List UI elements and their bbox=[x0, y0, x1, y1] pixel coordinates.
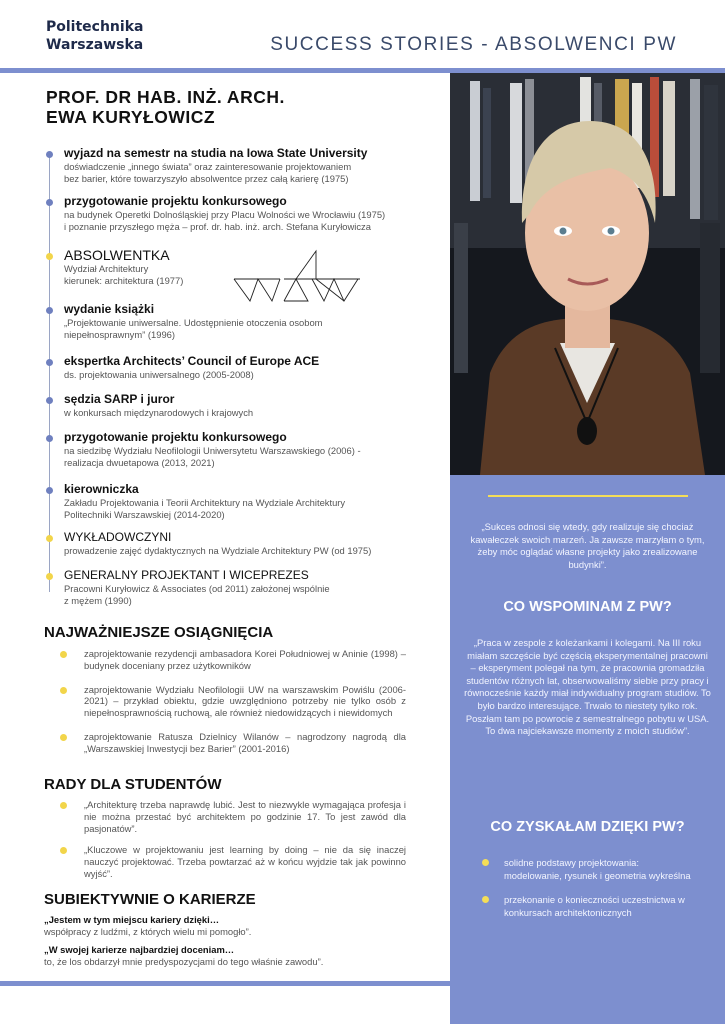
list-item: przekonanie o konieczności uczestnictwa w konkursach architektonicznych bbox=[482, 894, 692, 919]
timeline-item-title: wyjazd na semestr na studia na Iowa State University bbox=[64, 146, 368, 160]
name-title: PROF. DR HAB. INŻ. ARCH. bbox=[46, 87, 285, 107]
bullet-dot bbox=[482, 859, 489, 866]
timeline-item-desc: „Projektowanie uniwersalne. Udostępnienie otoczenia osobom niepełnosprawnym” (1996) bbox=[64, 317, 323, 340]
timeline-item bbox=[46, 430, 446, 469]
timeline-item-desc: Wydział Architektury kierunek: architektura (1977) bbox=[64, 263, 184, 286]
bullet-dot bbox=[60, 687, 67, 694]
bullet-dot bbox=[60, 847, 67, 854]
university-logo[interactable] bbox=[46, 18, 143, 54]
list-item: zaprojektowanie rezydencji ambasadora Korei Południowej w Aninie (1998) – budynek doceniany przez użytkowników bbox=[60, 648, 406, 672]
page-header bbox=[0, 0, 725, 70]
timeline-item bbox=[46, 392, 446, 419]
bullet-dot bbox=[60, 734, 67, 741]
timeline-dot bbox=[46, 397, 53, 404]
timeline-dot bbox=[46, 359, 53, 366]
timeline-dot-highlight bbox=[46, 573, 53, 580]
timeline-dot-highlight bbox=[46, 253, 53, 260]
timeline-item-title: ekspertka Architects’ Council of Europe ACE bbox=[64, 354, 320, 368]
career-subjective-heading: SUBIEKTYWNIE O KARIERZE bbox=[44, 891, 256, 908]
timeline-item-title: przygotowanie projektu konkursowego bbox=[64, 430, 287, 444]
remember-heading: CO WSPOMINAM Z PW? bbox=[503, 599, 672, 615]
timeline-item-desc: na budynek Operetki Dolnośląskiej przy Placu Wolności we Wrocławiu (1975) i poznanie przyszłego męża – prof. dr. hab. inż. arch. Stefana Kuryłowicza bbox=[64, 209, 386, 232]
architecture-sketch-icon bbox=[232, 249, 362, 305]
person-name bbox=[46, 87, 285, 127]
page-title: SUCCESS STORIES - ABSOLWENCI PW bbox=[270, 34, 677, 55]
yellow-divider bbox=[488, 495, 688, 497]
portrait-photo bbox=[450, 73, 725, 475]
timeline-dot-highlight bbox=[46, 535, 53, 542]
bullet-dot bbox=[60, 802, 67, 809]
timeline-item-desc: w konkursach międzynarodowych i krajowych bbox=[64, 407, 254, 418]
timeline-item-general-designer bbox=[46, 568, 446, 607]
advice-list bbox=[60, 799, 406, 880]
gained-heading: CO ZYSKAŁAM DZIĘKI PW? bbox=[490, 819, 685, 835]
question-2: „W swojej karierze najbardziej doceniam… bbox=[44, 944, 235, 955]
timeline-item-desc: Pracowni Kuryłowicz & Associates (od 2011) założonej wspólnie z mężem (1990) bbox=[64, 583, 330, 606]
list-item: „Architekturę trzeba naprawdę lubić. Jest to niezwykle wymagająca profesja i nie można przestać być architektem po godzinie 17. To jest zawód dla pasjonatów”. bbox=[60, 799, 406, 834]
timeline-item-title: ABSOLWENTKA bbox=[64, 247, 170, 263]
gained-list bbox=[482, 857, 692, 931]
timeline-item bbox=[46, 146, 446, 185]
list-item: „Kluczowe w projektowaniu jest learning by doing – nie da się inaczej nauczyć projektować. Trzeba powtarzać aż w końcu wyjdzie tak jak powinno wyjść”. bbox=[60, 844, 406, 879]
logo-line-1: Politechnika bbox=[46, 19, 144, 35]
timeline-item-title: kierowniczka bbox=[64, 482, 139, 496]
timeline-item bbox=[46, 354, 446, 381]
timeline-dot bbox=[46, 151, 53, 158]
timeline-item-title: GENERALNY PROJEKTANT I WICEPREZES bbox=[64, 568, 309, 582]
timeline-dot bbox=[46, 487, 53, 494]
achievements-heading: NAJWAŻNIEJSZE OSIĄGNIĘCIA bbox=[44, 624, 274, 641]
timeline-item-title: sędzia SARP i juror bbox=[64, 392, 175, 406]
portrait-illustration bbox=[450, 73, 725, 475]
timeline-item bbox=[46, 194, 446, 233]
timeline-item-title: wydanie książki bbox=[64, 302, 155, 316]
list-item: zaprojektowanie Wydziału Neofilologii UW na warszawskim Powiślu (2006-2021) – przykład obiektu, gdzie uwzględniono potrzeby nie tylko osób z niepełnosprawnością ruchową, ale również niedowidzących i niewidomych bbox=[60, 684, 406, 719]
timeline-dot bbox=[46, 435, 53, 442]
timeline-dot bbox=[46, 199, 53, 206]
timeline-item-desc: na siedzibę Wydziału Neofilologii Uniwersytetu Warszawskiego (2006) - realizacja dwuetapowa (2013, 2021) bbox=[64, 445, 361, 468]
timeline-item-desc: doświadczenie „innego świata” oraz zainteresowanie projektowaniem bez barier, które towarzyszyło absolwentce przez całą karierę (1975) bbox=[64, 161, 352, 184]
timeline-item-title: WYKŁADOWCZYNI bbox=[64, 530, 172, 544]
list-item: zaprojektowanie Ratusza Dzielnicy Wilanów – nagrodzony nagrodą dla „Warszawskiej Inwestycji bez Barier” (2001-2016) bbox=[60, 731, 406, 755]
answer-2: to, że los obdarzył mnie predyspozycjami do tego właśnie zawodu”. bbox=[44, 956, 324, 967]
timeline-item-desc: ds. projektowania uniwersalnego (2005-2008) bbox=[64, 369, 254, 380]
answer-1: współpracy z ludźmi, z których wielu mi pomogło”. bbox=[44, 926, 252, 937]
question-1: „Jestem w tym miejscu kariery dzięki… bbox=[44, 914, 220, 925]
success-quote: „Sukces odnosi się wtedy, gdy realizuje się chociaż kawałeczek swoich marzeń. Ja zawsze marzyłam o tym, żeby móc oglądać własne projekty jako zrealizowane budynki”. bbox=[470, 521, 705, 570]
timeline-item-title: przygotowanie projektu konkursowego bbox=[64, 194, 287, 208]
logo-line-2: Warszawska bbox=[46, 37, 144, 53]
bullet-dot bbox=[482, 896, 489, 903]
bottom-accent-bar bbox=[0, 981, 450, 986]
timeline-item bbox=[46, 482, 446, 521]
right-sidebar bbox=[450, 475, 725, 1024]
career-answers bbox=[44, 914, 424, 968]
remember-text: „Praca w zespole z koleżankami i kolegami. Na III roku miałam szczęście być częścią eksperymentalnej pracowni – eksperyment polegał na tym, że pracownia gromadziła studentów różnych lat, obserwowaliśmy siebie przy pracy i równocześnie każdy miał indywidualny program studiów. To było bardzo interesujące. Trwało to niestety tylko rok. Poszłam tam po powrocie z semestralnego pobytu w USA. To dwa najciekawsze momenty z moich studiów”. bbox=[464, 637, 711, 737]
timeline-item-desc: Zakładu Projektowania i Teorii Architektury na Wydziale Architektury Politechniki Warszawskiej (2014-2020) bbox=[64, 497, 346, 520]
timeline-item bbox=[46, 302, 446, 341]
timeline-item-desc: prowadzenie zajęć dydaktycznych na Wydziale Architektury PW (od 1975) bbox=[64, 545, 372, 556]
timeline-item-lecturer bbox=[46, 530, 446, 557]
list-item: solidne podstawy projektowania: modelowanie, rysunek i geometria wykreślna bbox=[482, 857, 692, 882]
achievements-list bbox=[60, 648, 406, 755]
timeline-dot bbox=[46, 307, 53, 314]
name-full: EWA KURYŁOWICZ bbox=[46, 107, 216, 127]
bullet-dot bbox=[60, 651, 67, 658]
advice-heading: RADY DLA STUDENTÓW bbox=[44, 776, 222, 793]
